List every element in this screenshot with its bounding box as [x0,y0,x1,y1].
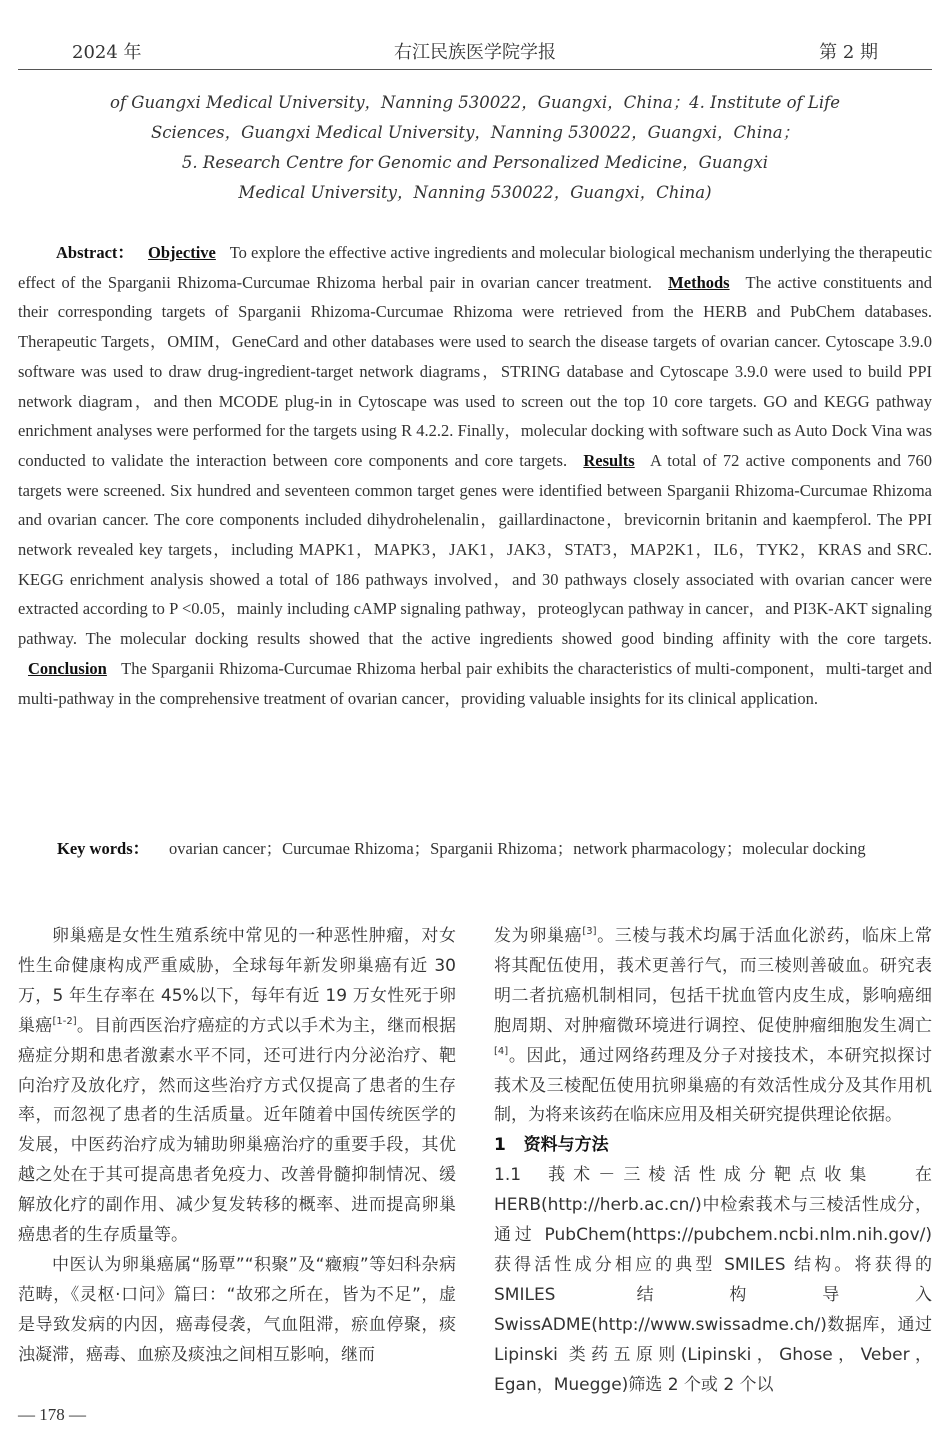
body-paragraph [494,922,932,1131]
methods-text: The active constituents and their corresponding targets of Sparganii Rhizoma-Curcumae Rhizoma were retrieved from the HERB and PubChem databases. Therapeutic Targets，OMIM，GeneCard and other databases were used to search the disease targets of ovarian cancer. Cytoscape 3.9.0 software was used to draw drug-ingredient-target network diagrams，STRING database and Cytoscape 3.9.0 were used to build PPI network diagram，and then MCODE plug-in in Cytoscape was used to screen out the top 10 core targets. GO and KEGG pathway enrichment analyses were performed for the targets using R 4.2.2. Finally，molecular docking with software such as Auto Dock Vina was conducted to validate the interaction between core components and core targets. [18,272,932,470]
paragraph-text: 。目前西医治疗癌症的方式以手术为主，继而根据癌症分期和患者激素水平不同，还可进行内分泌治疗、靶向治疗及放化疗，然而这些治疗方式仅提高了患者的生存率，而忽视了患者的生活质量。近年随着中国传统医学的发展，中医药治疗成为辅助卵巢癌治疗的重要手段，其优越之处在于其可提高患者免疫力、改善骨髓抑制情况、缓解放化疗的副作用、减少复发转移的概率、进而提高卵巢癌患者的生存质量等。 [18,1015,457,1246]
subsection-number: 1.1 [494,1165,522,1186]
body-column-left [18,922,456,1371]
affiliation-line: 5. Research Centre for Genomic and Personalized Medicine，Guangxi [181,153,769,172]
page-number: — 178 — [18,1405,86,1424]
paragraph-text: 发为卵巢癌 [494,926,583,946]
abstract-label: Abstract： [56,243,134,262]
paragraph-text: 。三棱与莪术均属于活血化淤药，临床上常将其配伍使用，莪术更善行气，而三棱则善破血。研究表明二者抗癌机制相同，包括干扰血管内皮生成，影响癌细胞周期、对肿瘤微环境进行调控、促使肿瘤细胞发生凋亡 [494,926,933,1036]
affiliation-line: Medical University，Nanning 530022，Guangxi，China) [238,183,712,202]
keywords [57,834,932,864]
conclusion-text: The Sparganii Rhizoma-Curcumae Rhizoma herbal pair exhibits the characteristics of multi-component，multi-target and multi-pathway in the comprehensive treatment of ovarian cancer，providing valuable insights for its clinical application. [18,658,933,708]
results-text: A total of 72 active components and 760 targets were screened. Six hundred and seventeen common target genes were identified between Sparganii Rhizoma-Curcumae Rhizoma and ovarian cancer. The core components included dihydrohelenalin，gaillardinactone，brevicornin britanin and kaempferol. The PPI network revealed key targets，including MAPK1，MAPK3，JAK1，JAK3，STAT3，MAP2K1，IL6，TYK2，KRAS and SRC. KEGG enrichment analysis showed a total of 186 pathways involved，and 30 pathways closely associated with ovarian cancer were extracted according to P <0.05，mainly including cAMP signaling pathway，proteoglycan pathway in cancer，and PI3K-AKT signaling pathway. The molecular docking results showed that the active ingredients showed good binding affinity with the core targets. [18,450,933,649]
body-column-right [494,922,932,1401]
results-heading: Results [583,450,635,470]
citation: [1-2] [52,1015,77,1027]
paragraph-text: 在 HERB(http://herb.ac.cn/)中检索莪术与三棱活性成分，通过 PubChem(https://pubchem.ncbi.nlm.nih.gov/)获得活性成分相应的典型 SMILES 结构。将获得的 SMILES 结构导入 SwissADME(http://www.swissadme.ch/)数据库，通过 Lipinski 类药五原则(Lipinski，Ghose，Veber，Egan，Muegge)筛选 2 个或 2 个以 [494,1165,933,1395]
section-number: 1 [494,1135,506,1156]
body-paragraph [18,922,456,1251]
journal-title: 右江民族医学院学报 [394,42,556,63]
affiliation-line: Sciences，Guangxi Medical University，Nanning 530022，Guangxi，China； [150,123,800,142]
body-paragraph [494,1161,932,1400]
running-header [72,38,878,64]
header-year: 2024 年 [72,42,142,63]
keywords-label: Key words： [57,839,150,858]
section-title: 资料与方法 [523,1135,609,1156]
paragraph-text: 。因此，通过网络药理及分子对接技术，本研究拟探讨莪术及三棱配伍使用抗卵巢癌的有效活性成分及其作用机制，为将来该药在临床应用及相关研究提供理论依据。 [494,1045,932,1126]
body-paragraph: 中医认为卵巢癌属“肠覃”“积聚”及“癥瘕”等妇科杂病范畴，《灵枢·口问》篇曰：“故邪之所在，皆为不足”，虚是导致发病的内因，癌毒侵袭，气血阻滞，瘀血停聚，痰浊凝滞，癌毒、血瘀及痰浊之间相互影响，继而 [18,1254,456,1365]
keywords-text: ovarian cancer；Curcumae Rhizoma；Sparganii Rhizoma；network pharmacology；molecular docking [169,839,866,858]
objective-text: To explore the effective active ingredients and molecular biological mechanism underlying the therapeutic effect of the Sparganii Rhizoma-Curcumae Rhizoma herbal pair in ovarian cancer treatment. [18,243,933,292]
paragraph-text: 卵巢癌是女性生殖系统中常见的一种恶性肿瘤，对女性生命健康构成严重威胁，全球每年新发卵巢癌有近 30 万，5 年生存率在 45%以下，每年有近 19 万女性死于卵巢癌 [18,926,456,1036]
section-heading [494,1131,932,1161]
conclusion-heading: Conclusion [28,658,107,678]
affiliation-line: of Guangxi Medical University，Nanning 530022，Guangxi，China；4. Institute of Life [110,93,840,112]
subsection-title: 莪术－三棱活性成分靶点收集 [548,1165,875,1186]
objective-heading: Objective [148,243,216,262]
issue-number: 第 2 期 [819,42,878,63]
citation: [4] [494,1045,509,1057]
header-divider [18,69,932,70]
citation: [3] [582,926,597,937]
affiliations [40,88,910,208]
methods-heading: Methods [668,272,730,292]
abstract [18,238,932,713]
